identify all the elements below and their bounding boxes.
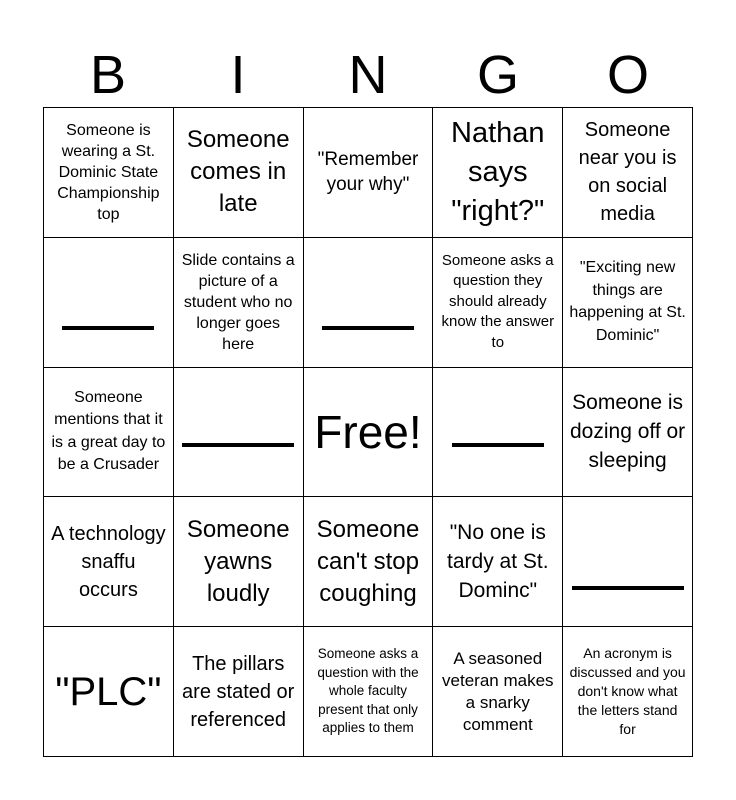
bingo-cell-2-2[interactable]: [174, 238, 304, 368]
bingo-cell-2-3[interactable]: [304, 238, 434, 368]
header-letter-n: N: [348, 45, 388, 105]
bingo-cell-3-1[interactable]: [44, 368, 174, 498]
bingo-cell-1-1[interactable]: [44, 108, 174, 238]
blank-line: [452, 417, 544, 447]
bingo-cell-4-2[interactable]: [174, 497, 304, 627]
blank-line: [322, 274, 414, 330]
cell-text: Someone asks a question they should already know the answer to: [441, 251, 555, 351]
cell-text: Someone can't stop coughing: [316, 515, 420, 607]
bingo-cell-5-3[interactable]: [304, 627, 434, 757]
cell-text: The pillars are stated or referenced: [182, 652, 295, 731]
cell-text: Someone comes in late: [186, 126, 290, 218]
bingo-cell-3-5[interactable]: [563, 368, 693, 498]
cell-text: Slide contains a picture of a student who no longer goes here: [181, 251, 295, 353]
bingo-cell-1-4[interactable]: [433, 108, 563, 238]
header-letter-b: B: [89, 45, 127, 105]
bingo-cell-5-1[interactable]: [44, 627, 174, 757]
cell-text: Someone is wearing a St. Dominic State Championship top: [57, 121, 160, 223]
cell-text: "Remember your why": [317, 149, 419, 196]
cell-text: An acronym is discussed and you don't know what the letters stand for: [569, 645, 686, 738]
bingo-cell-5-4[interactable]: [433, 627, 563, 757]
bingo-cell-4-3[interactable]: [304, 497, 434, 627]
cell-text: A technology snaffu occurs: [51, 522, 166, 601]
bingo-cell-3-2[interactable]: [174, 368, 304, 498]
bingo-cell-3-3[interactable]: [304, 368, 434, 498]
bingo-cell-2-1[interactable]: [44, 238, 174, 368]
blank-line: [182, 417, 294, 447]
blank-line: [572, 534, 684, 590]
cell-text: Someone near you is on social media: [578, 119, 677, 226]
cell-text: A seasoned veteran makes a snarky comment: [442, 648, 554, 734]
bingo-cell-1-3[interactable]: [304, 108, 434, 238]
cell-text: Someone is dozing off or sleeping: [569, 391, 686, 473]
bingo-cell-4-1[interactable]: [44, 497, 174, 627]
cell-text: Nathan says "right?": [451, 116, 545, 227]
bingo-cell-4-4[interactable]: [433, 497, 563, 627]
header-letter-i: I: [230, 45, 246, 105]
header-letter-g: G: [476, 45, 519, 105]
cell-text: "PLC": [55, 669, 162, 714]
bingo-grid: [43, 107, 693, 757]
bingo-header: [43, 42, 693, 108]
bingo-cell-4-5[interactable]: [563, 497, 693, 627]
bingo-cell-1-5[interactable]: [563, 108, 693, 238]
bingo-cell-3-4[interactable]: [433, 368, 563, 498]
free-space: Free!: [314, 405, 422, 458]
cell-text: Someone yawns loudly: [186, 515, 290, 607]
cell-text: "No one is tardy at St. Dominc": [447, 521, 549, 603]
bingo-cell-2-4[interactable]: [433, 238, 563, 368]
bingo-cell-5-2[interactable]: [174, 627, 304, 757]
cell-text: Someone mentions that it is a great day to be a Crusader: [51, 388, 166, 474]
bingo-cell-5-5[interactable]: [563, 627, 693, 757]
cell-text: "Exciting new things are happening at St. Dominic": [569, 259, 686, 344]
blank-line: [62, 274, 154, 330]
header-letter-o: O: [606, 45, 649, 105]
cell-text: Someone asks a question with the whole faculty present that only applies to them: [317, 646, 419, 736]
bingo-cell-2-5[interactable]: [563, 238, 693, 368]
bingo-cell-1-2[interactable]: [174, 108, 304, 238]
